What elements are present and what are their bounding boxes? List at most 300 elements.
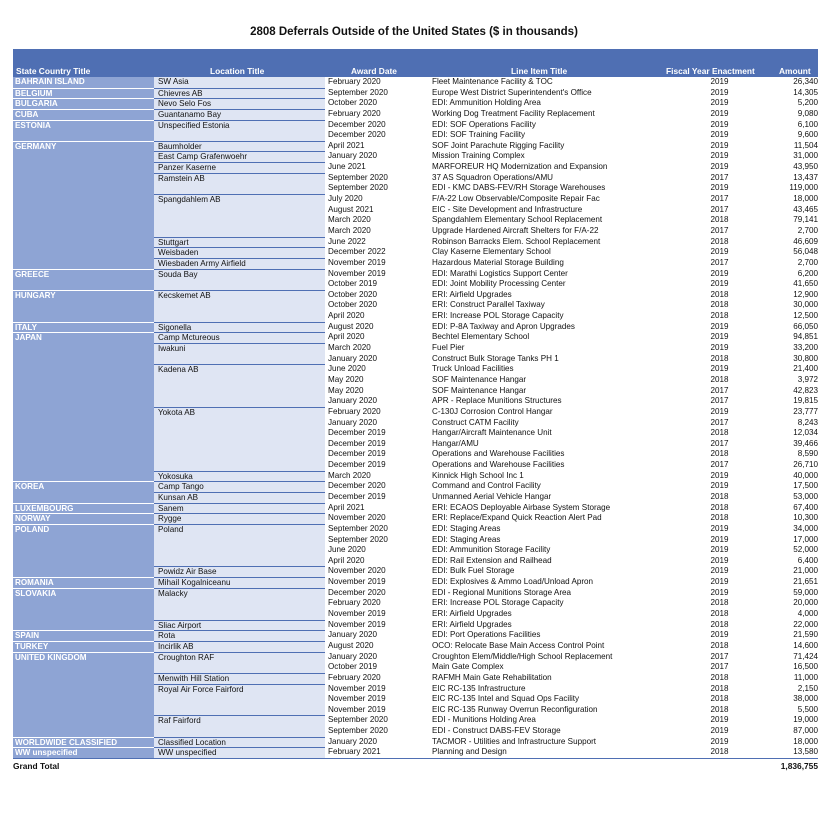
- location-cell: [154, 662, 325, 673]
- line-item-cell: Hangar/Aircraft Maintenance Unit: [432, 428, 552, 438]
- fiscal-year-cell: 2017: [710, 257, 729, 267]
- fiscal-year-cell: 2019: [710, 247, 729, 257]
- table-row: [13, 332, 818, 343]
- award-date-cell: September 2020: [328, 183, 388, 193]
- amount-cell: 26,340: [793, 77, 818, 86]
- state-country-cell: [13, 545, 154, 556]
- state-country-cell: [13, 311, 154, 322]
- fiscal-year-cell: 2019: [710, 577, 729, 587]
- award-date-cell: March 2020: [328, 470, 371, 480]
- fiscal-year-cell: 2017: [710, 396, 729, 406]
- location-cell: Yokosuka: [154, 471, 325, 482]
- table-row: [13, 290, 818, 301]
- state-country-cell: BELGIUM: [13, 88, 154, 99]
- location-cell: [154, 428, 325, 439]
- amount-cell: 21,000: [793, 566, 818, 576]
- award-date-cell: September 2020: [328, 87, 388, 97]
- award-date-cell: December 2019: [328, 449, 386, 459]
- table-row: [13, 109, 818, 120]
- state-country-cell: [13, 375, 154, 386]
- table-row: [13, 566, 818, 577]
- amount-cell: 43,465: [793, 204, 818, 214]
- line-item-cell: ERI: Airfield Upgrades: [432, 609, 512, 619]
- location-cell: [154, 354, 325, 365]
- line-item-cell: EDI: Port Operations Facilities: [432, 630, 541, 640]
- fiscal-year-cell: 2017: [710, 194, 729, 204]
- line-item-cell: TACMOR - Utilities and Infrastructure Support: [432, 736, 597, 746]
- table-row: [13, 705, 818, 716]
- line-item-cell: Spangdahlem Elementary School Replacement: [432, 215, 603, 225]
- state-country-cell: [13, 609, 154, 620]
- location-cell: [154, 130, 325, 141]
- fiscal-year-cell: 2017: [710, 651, 729, 661]
- fiscal-year-cell: 2019: [710, 151, 729, 161]
- line-item-cell: EDI: Ammunition Storage Facility: [432, 545, 551, 555]
- table-row: [13, 439, 818, 450]
- table-row: [13, 279, 818, 290]
- award-date-cell: December 2020: [328, 130, 386, 140]
- fiscal-year-cell: 2019: [710, 555, 729, 565]
- table-row: [13, 641, 818, 652]
- table-row: [13, 481, 818, 492]
- table-row: [13, 652, 818, 663]
- table-row: [13, 577, 818, 588]
- state-country-cell: [13, 566, 154, 577]
- line-item-cell: EIC RC-135 Infrastructure: [432, 683, 526, 693]
- fiscal-year-cell: 2019: [710, 119, 729, 129]
- line-item-cell: ERI: Construct Parallel Taxiway: [432, 300, 545, 310]
- line-item-cell: EDI: SOF Training Facility: [432, 130, 526, 140]
- location-cell: [154, 215, 325, 226]
- fiscal-year-cell: 2019: [710, 332, 729, 342]
- table-row: [13, 630, 818, 641]
- amount-cell: 13,437: [793, 172, 818, 182]
- amount-cell: 46,609: [793, 236, 818, 246]
- fiscal-year-cell: 2018: [710, 353, 729, 363]
- state-country-cell: [13, 439, 154, 450]
- state-country-cell: [13, 673, 154, 684]
- amount-cell: 22,000: [793, 619, 818, 629]
- award-date-cell: December 2019: [328, 460, 386, 470]
- location-cell: Mihail Kogalniceanu: [154, 577, 325, 588]
- fiscal-year-cell: 2018: [710, 694, 729, 704]
- table-row: [13, 428, 818, 439]
- award-date-cell: August 2020: [328, 321, 374, 331]
- fiscal-year-cell: 2018: [710, 747, 729, 757]
- header-line-item: Line Item Title: [511, 66, 568, 76]
- fiscal-year-cell: 2019: [710, 130, 729, 140]
- location-cell: Powidz Air Base: [154, 566, 325, 577]
- amount-cell: 8,243: [797, 417, 818, 427]
- location-cell: Guantanamo Bay: [154, 109, 325, 120]
- location-cell: Panzer Kaserne: [154, 162, 325, 173]
- location-cell: Yokota AB: [154, 407, 325, 418]
- amount-cell: 14,305: [793, 87, 818, 97]
- location-cell: Classified Location: [154, 737, 325, 748]
- line-item-cell: ERI: Replace/Expand Quick Reaction Alert Pad: [432, 513, 602, 523]
- award-date-cell: February 2021: [328, 747, 381, 757]
- line-item-cell: APR - Replace Munitions Structures: [432, 396, 562, 406]
- table-row: [13, 194, 818, 205]
- award-date-cell: June 2022: [328, 236, 366, 246]
- fiscal-year-cell: 2017: [710, 172, 729, 182]
- fiscal-year-cell: 2019: [710, 715, 729, 725]
- state-country-cell: [13, 194, 154, 205]
- location-cell: Baumholder: [154, 141, 325, 152]
- location-cell: Wiesbaden Army Airfield: [154, 258, 325, 269]
- fiscal-year-cell: 2018: [710, 374, 729, 384]
- line-item-cell: 37 AS Squadron Operations/AMU: [432, 172, 554, 182]
- fiscal-year-cell: 2019: [710, 481, 729, 491]
- amount-cell: 38,000: [793, 694, 818, 704]
- fiscal-year-cell: 2019: [710, 268, 729, 278]
- line-item-cell: EDI: SOF Operations Facility: [432, 119, 536, 129]
- line-item-cell: Robinson Barracks Elem. School Replacement: [432, 236, 601, 246]
- location-cell: Royal Air Force Fairford: [154, 684, 325, 695]
- state-country-cell: [13, 535, 154, 546]
- fiscal-year-cell: 2018: [710, 672, 729, 682]
- amount-cell: 56,048: [793, 247, 818, 257]
- state-country-cell: UNITED KINGDOM: [13, 652, 154, 663]
- location-cell: Raf Fairford: [154, 715, 325, 726]
- state-country-cell: [13, 418, 154, 429]
- line-item-cell: Main Gate Complex: [432, 662, 504, 672]
- table-row: [13, 460, 818, 471]
- amount-cell: 53,000: [793, 491, 818, 501]
- award-date-cell: October 2020: [328, 289, 378, 299]
- fiscal-year-cell: 2018: [710, 619, 729, 629]
- amount-cell: 41,650: [793, 279, 818, 289]
- award-date-cell: November 2019: [328, 694, 386, 704]
- header-award-date: Award Date: [351, 66, 397, 76]
- table-row: [13, 747, 818, 758]
- grand-total-row: [13, 758, 818, 772]
- fiscal-year-cell: 2019: [710, 523, 729, 533]
- location-cell: Incirlik AB: [154, 641, 325, 652]
- location-cell: Camp Mctureous: [154, 332, 325, 343]
- location-cell: [154, 726, 325, 737]
- award-date-cell: January 2020: [328, 151, 378, 161]
- fiscal-year-cell: 2018: [710, 704, 729, 714]
- table-row: [13, 98, 818, 109]
- fiscal-year-cell: 2017: [710, 438, 729, 448]
- state-country-cell: [13, 449, 154, 460]
- location-cell: Rota: [154, 630, 325, 641]
- line-item-cell: EDI - Regional Munitions Storage Area: [432, 587, 572, 597]
- state-country-cell: [13, 407, 154, 418]
- amount-cell: 21,400: [793, 364, 818, 374]
- award-date-cell: August 2020: [328, 640, 374, 650]
- award-date-cell: September 2020: [328, 715, 388, 725]
- location-cell: Unspecified Estonia: [154, 120, 325, 131]
- state-country-cell: SLOVAKIA: [13, 588, 154, 599]
- table-row: [13, 130, 818, 141]
- amount-cell: 18,000: [793, 194, 818, 204]
- award-date-cell: January 2020: [328, 353, 378, 363]
- award-date-cell: September 2020: [328, 726, 388, 736]
- amount-cell: 59,000: [793, 587, 818, 597]
- line-item-cell: Working Dog Treatment Facility Replacement: [432, 108, 595, 118]
- table-row: [13, 215, 818, 226]
- fiscal-year-cell: 2019: [710, 545, 729, 555]
- amount-cell: 79,141: [793, 215, 818, 225]
- location-cell: [154, 386, 325, 397]
- deferrals-table: [13, 49, 818, 772]
- table-body: [13, 77, 818, 758]
- award-date-cell: November 2019: [328, 683, 386, 693]
- line-item-cell: ERI: Increase POL Storage Capacity: [432, 598, 564, 608]
- location-cell: Croughton RAF: [154, 652, 325, 663]
- table-header: [13, 49, 818, 77]
- award-date-cell: May 2020: [328, 374, 364, 384]
- state-country-cell: [13, 705, 154, 716]
- table-row: [13, 471, 818, 482]
- award-date-cell: February 2020: [328, 108, 381, 118]
- line-item-cell: Upgrade Hardened Aircraft Shelters for F/A-22: [432, 225, 599, 235]
- amount-cell: 21,590: [793, 630, 818, 640]
- state-country-cell: [13, 354, 154, 365]
- table-row: [13, 588, 818, 599]
- line-item-cell: ERI: ECAOS Deployable Airbase System Storage: [432, 502, 611, 512]
- location-cell: Malacky: [154, 588, 325, 599]
- table-row: [13, 141, 818, 152]
- table-row: [13, 258, 818, 269]
- amount-cell: 14,600: [793, 640, 818, 650]
- amount-cell: 31,000: [793, 151, 818, 161]
- amount-cell: 18,000: [793, 736, 818, 746]
- award-date-cell: March 2020: [328, 215, 371, 225]
- award-date-cell: December 2019: [328, 438, 386, 448]
- location-cell: [154, 300, 325, 311]
- location-cell: Kunsan AB: [154, 492, 325, 503]
- state-country-cell: [13, 343, 154, 354]
- award-date-cell: January 2020: [328, 417, 378, 427]
- amount-cell: 11,504: [793, 140, 818, 150]
- award-date-cell: April 2021: [328, 502, 365, 512]
- table-row: [13, 386, 818, 397]
- amount-cell: 40,000: [793, 470, 818, 480]
- location-cell: Sanem: [154, 503, 325, 514]
- award-date-cell: November 2019: [328, 268, 386, 278]
- table-row: [13, 343, 818, 354]
- table-row: [13, 503, 818, 514]
- fiscal-year-cell: 2019: [710, 108, 729, 118]
- grand-total-label: Grand Total: [13, 761, 60, 771]
- state-country-cell: KOREA: [13, 481, 154, 492]
- line-item-cell: Europe West District Superintendent's Office: [432, 87, 592, 97]
- state-country-cell: [13, 726, 154, 737]
- amount-cell: 33,200: [793, 343, 818, 353]
- amount-cell: 2,150: [797, 683, 818, 693]
- fiscal-year-cell: 2019: [710, 736, 729, 746]
- award-date-cell: December 2019: [328, 491, 386, 501]
- table-row: [13, 269, 818, 280]
- award-date-cell: December 2019: [328, 428, 386, 438]
- amount-cell: 12,034: [793, 428, 818, 438]
- award-date-cell: December 2022: [328, 247, 386, 257]
- table-row: [13, 322, 818, 333]
- fiscal-year-cell: 2017: [710, 225, 729, 235]
- table-row: [13, 556, 818, 567]
- table-row: [13, 535, 818, 546]
- line-item-cell: Croughton Elem/Middle/High School Replacement: [432, 651, 613, 661]
- state-country-cell: [13, 173, 154, 184]
- fiscal-year-cell: 2019: [710, 534, 729, 544]
- fiscal-year-cell: 2019: [710, 587, 729, 597]
- amount-cell: 30,800: [793, 353, 818, 363]
- location-cell: Souda Bay: [154, 269, 325, 280]
- award-date-cell: February 2020: [328, 406, 381, 416]
- location-cell: East Camp Grafenwoehr: [154, 151, 325, 162]
- fiscal-year-cell: 2019: [710, 364, 729, 374]
- location-cell: WW unspecified: [154, 747, 325, 758]
- award-date-cell: November 2019: [328, 257, 386, 267]
- table-row: [13, 77, 818, 88]
- amount-cell: 9,600: [797, 130, 818, 140]
- line-item-cell: Fleet Maintenance Facility & TOC: [432, 77, 553, 86]
- state-country-cell: [13, 130, 154, 141]
- table-row: [13, 375, 818, 386]
- amount-cell: 12,500: [793, 311, 818, 321]
- award-date-cell: January 2020: [328, 736, 378, 746]
- line-item-cell: EIC RC-135 Intel and Squad Ops Facility: [432, 694, 580, 704]
- table-row: [13, 662, 818, 673]
- line-item-cell: EDI: Staging Areas: [432, 523, 501, 533]
- line-item-cell: EIC RC-135 Runway Overrun Reconfiguration: [432, 704, 598, 714]
- award-date-cell: January 2020: [328, 396, 378, 406]
- award-date-cell: June 2020: [328, 364, 366, 374]
- document-title: 2808 Deferrals Outside of the United States ($ in thousands): [250, 26, 578, 38]
- state-country-cell: [13, 300, 154, 311]
- state-country-cell: [13, 492, 154, 503]
- location-cell: [154, 375, 325, 386]
- location-cell: Spangdahlem AB: [154, 194, 325, 205]
- amount-cell: 6,200: [797, 268, 818, 278]
- award-date-cell: June 2021: [328, 162, 366, 172]
- location-cell: [154, 598, 325, 609]
- award-date-cell: February 2020: [328, 77, 381, 86]
- amount-cell: 6,100: [797, 119, 818, 129]
- line-item-cell: Unmanned Aerial Vehicle Hangar: [432, 491, 552, 501]
- fiscal-year-cell: 2018: [710, 640, 729, 650]
- line-item-cell: Hazardous Material Storage Building: [432, 257, 564, 267]
- fiscal-year-cell: 2017: [710, 204, 729, 214]
- award-date-cell: October 2020: [328, 98, 378, 108]
- header-amount: Amount: [779, 66, 811, 76]
- table-row: [13, 226, 818, 237]
- line-item-cell: Construct CATM Facility: [432, 417, 519, 427]
- location-cell: [154, 535, 325, 546]
- award-date-cell: April 2021: [328, 140, 365, 150]
- state-country-cell: SPAIN: [13, 630, 154, 641]
- amount-cell: 2,700: [797, 257, 818, 267]
- award-date-cell: January 2020: [328, 630, 378, 640]
- line-item-cell: SOF Maintenance Hangar: [432, 385, 527, 395]
- location-cell: [154, 439, 325, 450]
- state-country-cell: [13, 215, 154, 226]
- table-row: [13, 151, 818, 162]
- location-cell: Kecskemet AB: [154, 290, 325, 301]
- location-cell: [154, 279, 325, 290]
- table-row: [13, 726, 818, 737]
- state-country-cell: [13, 151, 154, 162]
- state-country-cell: [13, 598, 154, 609]
- amount-cell: 11,000: [793, 672, 818, 682]
- line-item-cell: EDI: Joint Mobility Processing Center: [432, 279, 566, 289]
- state-country-cell: [13, 556, 154, 567]
- table-row: [13, 407, 818, 418]
- award-date-cell: September 2020: [328, 172, 388, 182]
- line-item-cell: Bechtel Elementary School: [432, 332, 530, 342]
- header-fiscal-year: Fiscal Year Enactment: [666, 66, 755, 76]
- location-cell: Sliac Airport: [154, 620, 325, 631]
- table-row: [13, 684, 818, 695]
- amount-cell: 6,400: [797, 555, 818, 565]
- fiscal-year-cell: 2019: [710, 98, 729, 108]
- table-row: [13, 694, 818, 705]
- fiscal-year-cell: 2019: [710, 183, 729, 193]
- amount-cell: 4,000: [797, 609, 818, 619]
- line-item-cell: EDI: Staging Areas: [432, 534, 501, 544]
- table-row: [13, 737, 818, 748]
- fiscal-year-cell: 2017: [710, 417, 729, 427]
- line-item-cell: Construct Bulk Storage Tanks PH 1: [432, 353, 559, 363]
- table-row: [13, 492, 818, 503]
- award-date-cell: April 2020: [328, 332, 365, 342]
- table-row: [13, 162, 818, 173]
- table-row: [13, 311, 818, 322]
- table-row: [13, 524, 818, 535]
- grand-total-amount: 1,836,755: [780, 761, 818, 771]
- state-country-cell: [13, 684, 154, 695]
- amount-cell: 3,972: [797, 374, 818, 384]
- award-date-cell: August 2021: [328, 204, 374, 214]
- line-item-cell: SOF Maintenance Hangar: [432, 374, 527, 384]
- amount-cell: 42,823: [793, 385, 818, 395]
- fiscal-year-cell: 2018: [710, 513, 729, 523]
- award-date-cell: April 2020: [328, 311, 365, 321]
- fiscal-year-cell: 2018: [710, 311, 729, 321]
- amount-cell: 8,590: [797, 449, 818, 459]
- state-country-cell: [13, 205, 154, 216]
- location-cell: Camp Tango: [154, 481, 325, 492]
- location-cell: SW Asia: [154, 77, 325, 88]
- table-row: [13, 449, 818, 460]
- line-item-cell: EDI: P-8A Taxiway and Apron Upgrades: [432, 321, 575, 331]
- state-country-cell: [13, 279, 154, 290]
- state-country-cell: [13, 386, 154, 397]
- state-country-cell: ROMANIA: [13, 577, 154, 588]
- table-row: [13, 598, 818, 609]
- award-date-cell: September 2020: [328, 534, 388, 544]
- state-country-cell: ITALY: [13, 322, 154, 333]
- line-item-cell: MARFOREUR HQ Modernization and Expansion: [432, 162, 608, 172]
- line-item-cell: Operations and Warehouse Facilities: [432, 449, 565, 459]
- line-item-cell: ERI: Airfield Upgrades: [432, 619, 512, 629]
- table-row: [13, 418, 818, 429]
- amount-cell: 17,500: [793, 481, 818, 491]
- state-country-cell: POLAND: [13, 524, 154, 535]
- state-country-cell: NORWAY: [13, 513, 154, 524]
- table-row: [13, 673, 818, 684]
- state-country-cell: ESTONIA: [13, 120, 154, 131]
- location-cell: [154, 226, 325, 237]
- table-row: [13, 513, 818, 524]
- state-country-cell: GERMANY: [13, 141, 154, 152]
- fiscal-year-cell: 2018: [710, 300, 729, 310]
- fiscal-year-cell: 2018: [710, 502, 729, 512]
- amount-cell: 20,000: [793, 598, 818, 608]
